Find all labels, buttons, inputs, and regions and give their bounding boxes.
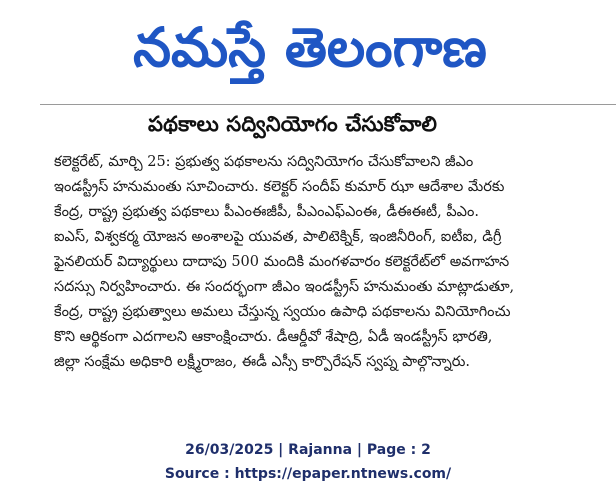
edition-info: 26/03/2025 | Rajanna | Page : 2 <box>185 442 431 458</box>
article-line: కేంద్ర, రాష్ట్ర ప్రభుత్వ పథకాలు పీఎంఈజీపీ, పీఎంఎఫ్‌ఎంఈ, డీఈఈటీ, పీఎం. <box>54 204 479 220</box>
article-line: కలెక్టరేట్‌, మార్చి 25: ప్రభుత్వ పథకాలను సద్వినియోగం చేసుకోవాలని జీఎం <box>54 154 474 170</box>
newspaper-masthead <box>60 4 560 88</box>
article-line: ఫైనలియర్‌ విద్యార్థులు దాదాపు 500 మందికి మంగళవారం కలెక్టరేట్‌లో అవగాహన <box>54 254 510 270</box>
masthead-title: నమస్తే తెలంగాణ <box>133 16 487 79</box>
article-line: కేంద్ర, రాష్ట్ర ప్రభుత్వాలు అమలు చేస్తున్న స్వయం ఉపాధి పథకాలను వినియోగించు <box>54 304 511 320</box>
masthead-logo <box>60 4 560 88</box>
article-body <box>54 150 614 404</box>
page-footer <box>0 438 616 486</box>
header-divider <box>40 104 616 105</box>
article-line: కొని ఆర్థికంగా ఎదగాలని ఆకాంక్షించారు. డీఆర్డీవో శేషాద్రి, ఏడీ ఇండస్ట్రీస్‌ భారతి, <box>54 329 493 345</box>
source-link[interactable]: Source : https://epaper.ntnews.com/ <box>164 466 452 482</box>
article-line: ఇండస్ట్రీస్‌ హనుమంతు సూచించారు. కలెక్టర్‌ సందీప్‌ కుమార్‌ ఝా ఆదేశాల మేరకు <box>54 179 505 195</box>
article-line: జిల్లా సంక్షేమ అధికారి లక్ష్మీరాజం, ఈడీ ఎస్సీ కార్పొరేషన్‌ స్వప్న పాల్గొన్నారు. <box>54 354 471 370</box>
article-line: సదస్సు నిర్వహించారు. ఈ సందర్భంగా జీఎం ఇండస్ట్రీస్‌ హనుమంతు మాట్లాడుతూ, <box>54 279 515 295</box>
article-headline: పథకాలు సద్వినియోగం చేసుకోవాలి <box>148 112 438 136</box>
article-line: ఐఎస్‌, విశ్వకర్మ యోజన అంశాలపై యువత, పాలిటెక్నిక్‌, ఇంజినీరింగ్‌, ఐటీఐ, డిగ్రీ <box>54 229 502 245</box>
